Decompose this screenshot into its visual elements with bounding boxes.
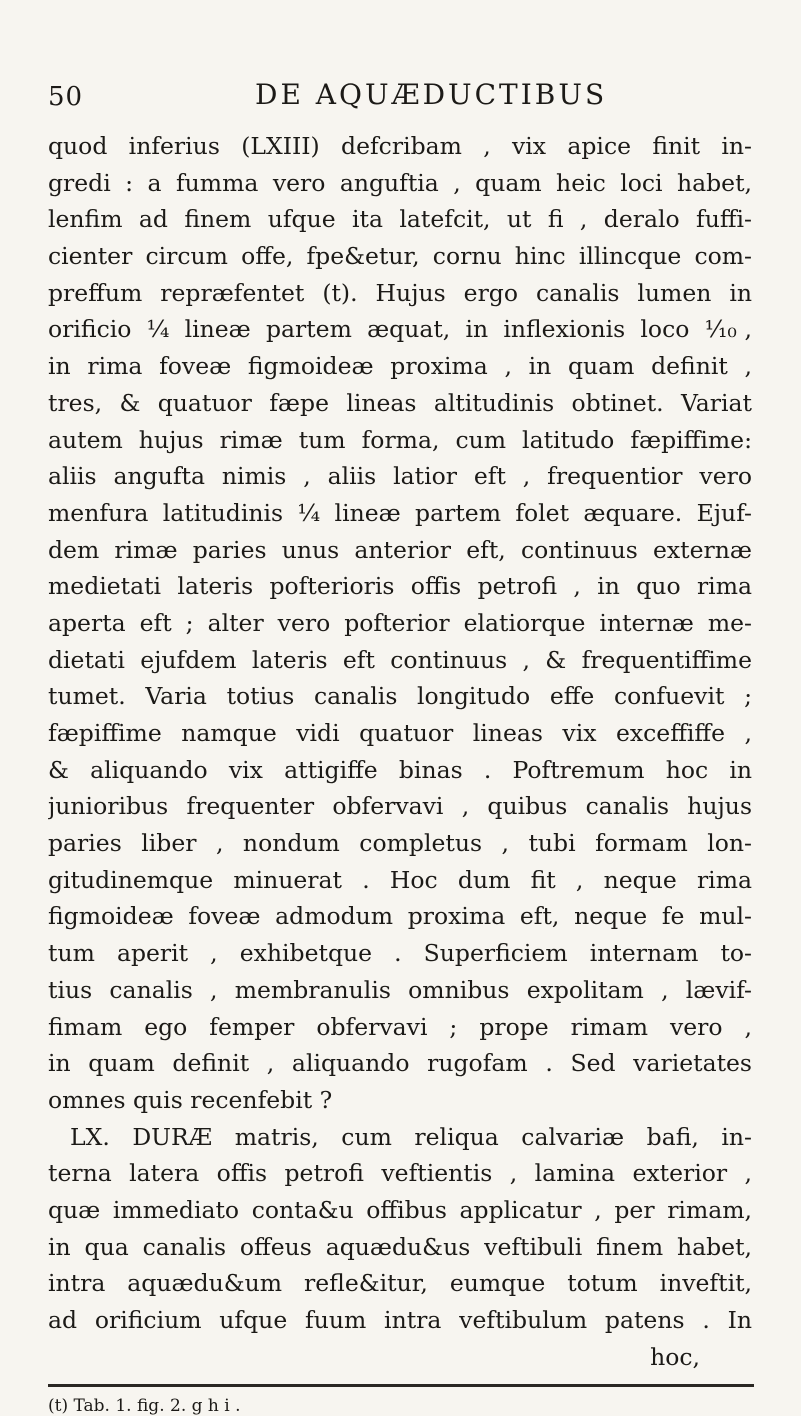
text-line: aperta eft ; alter vero pofterior elatiorque internæ me- bbox=[48, 608, 752, 637]
text-line: in rima foveæ figmoideæ proxima , in quam definit , bbox=[48, 352, 752, 381]
catchword: hoc, bbox=[650, 1342, 700, 1371]
text-line: & aliquando vix attigiffe binas . Poftremum hoc in bbox=[48, 755, 752, 784]
text-line: autem hujus rimæ tum forma, cum latitudo fæpiffime: bbox=[48, 425, 752, 454]
text-line: junioribus frequenter obfervavi , quibus canalis hujus bbox=[48, 792, 752, 821]
page-number: 50 bbox=[48, 82, 84, 112]
text-line: gitudinemque minuerat . Hoc dum fit , neque rima bbox=[48, 865, 752, 894]
text-line: figmoideæ foveæ admodum proxima eft, neque fe mul- bbox=[48, 902, 752, 931]
text-line: tum aperit , exhibetque . Superficiem internam to- bbox=[48, 939, 752, 968]
text-line: cienter circum offe, fpe&etur, cornu hinc illincque com- bbox=[48, 242, 752, 271]
text-line: ad orificium ufque fuum intra veftibulum patens . In bbox=[48, 1306, 752, 1334]
text-line: tumet. Varia totius canalis longitudo effe confuevit ; bbox=[48, 682, 752, 711]
body-text bbox=[48, 128, 752, 1375]
text-line: fæpiffime namque vidi quatuor lineas vix exceffiffe , bbox=[48, 719, 752, 747]
text-line: dietati ejufdem lateris eft continuus , & frequentiffime bbox=[48, 645, 752, 674]
text-line: menfura latitudinis ¼ lineæ partem folet æquare. Ejuf- bbox=[48, 498, 752, 527]
text-line: in quam definit , aliquando rugofam . Sed varietates bbox=[48, 1049, 752, 1078]
text-line-paragraph-end: omnes quis recenfebit ? bbox=[48, 1085, 333, 1114]
footnote: (t) Tab. 1. fig. 2. g h i . bbox=[48, 1396, 241, 1416]
text-line: tius canalis , membranulis omnibus expolitam , lævif- bbox=[48, 975, 752, 1004]
text-line: dem rimæ paries unus anterior eft, continuus externæ bbox=[48, 535, 752, 564]
text-line: intra aquædu&um refle&itur, eumque totum inveftit, bbox=[48, 1269, 752, 1298]
text-line: in qua canalis offeus aquædu&us veftibuli finem habet, bbox=[48, 1232, 752, 1261]
section-start-line: LX. DURÆ matris, cum reliqua calvariæ bafi, in- bbox=[70, 1122, 752, 1151]
text-line: terna latera offis petrofi veftientis , lamina exterior , bbox=[48, 1159, 752, 1188]
text-line: medietati lateris pofterioris offis petrofi , in quo rima bbox=[48, 572, 752, 601]
text-line: orificio ¼ lineæ partem æquat, in inflexionis loco ⅒, bbox=[48, 315, 752, 344]
text-line: gredi : a fumma vero anguftia , quam heic loci habet, bbox=[48, 168, 752, 197]
text-line: aliis angufta nimis , aliis latior eft , frequentior vero bbox=[48, 462, 752, 491]
text-line: paries liber , nondum completus , tubi formam lon- bbox=[48, 829, 752, 858]
text-line: quod inferius (LXIII) defcribam , vix apice finit in- bbox=[48, 132, 752, 160]
footnote-rule bbox=[48, 1384, 754, 1387]
text-line: tres, & quatuor fæpe lineas altitudinis obtinet. Variat bbox=[48, 388, 752, 417]
text-line: quæ immediato conta&u offibus applicatur , per rimam, bbox=[48, 1195, 752, 1224]
text-line: fimam ego femper obfervavi ; prope rimam vero , bbox=[48, 1012, 752, 1041]
running-head: DE AQUÆDUCTIBUS bbox=[255, 78, 608, 111]
text-line: preffum repræfentet (t). Hujus ergo canalis lumen in bbox=[48, 278, 752, 307]
text-line: lenfim ad finem ufque ita latefcit, ut fi , deralo fuffi- bbox=[48, 205, 752, 234]
